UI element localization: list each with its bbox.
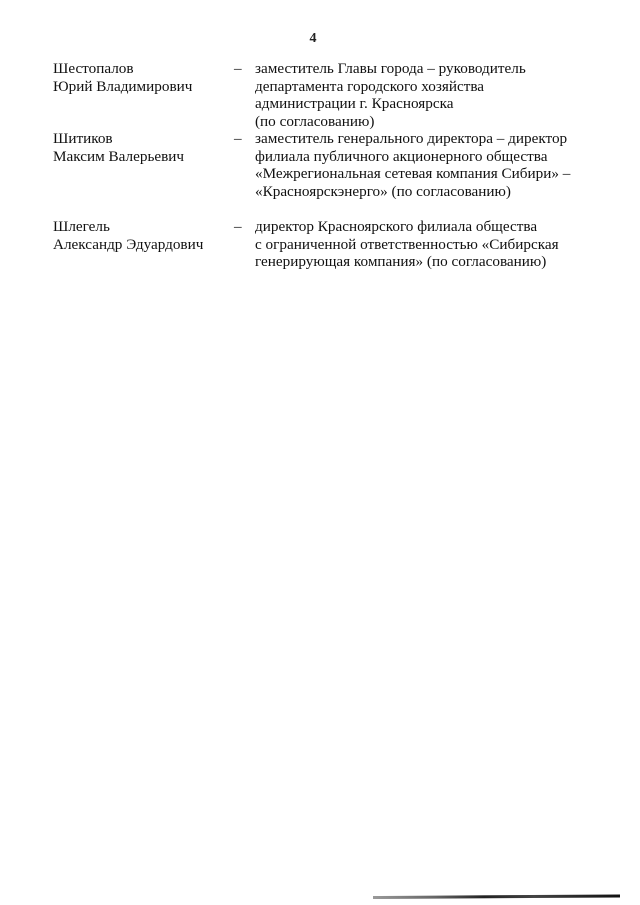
page-number: 4 — [309, 31, 317, 46]
member-name — [53, 218, 233, 253]
member-role — [255, 130, 615, 200]
dash-separator: – — [234, 60, 242, 77]
member-surname: Шитиков — [53, 130, 113, 147]
member-name — [53, 60, 233, 95]
role-line: с ограниченной ответственностью «Сибирская — [255, 235, 559, 253]
member-given-names: Юрий Владимирович — [53, 77, 193, 95]
role-line: администрации г. Красноярска — [255, 95, 454, 113]
role-line: департамента городского хозяйства — [255, 77, 485, 95]
member-given-names: Александр Эдуардович — [53, 235, 204, 253]
role-line: филиала публичного акционерного общества — [255, 147, 548, 165]
role-line: генерирующая компания» (по согласованию) — [255, 253, 547, 271]
role-line: заместитель генерального директора – директор — [255, 130, 568, 147]
member-role — [255, 218, 615, 271]
role-line: директор Красноярского филиала общества — [255, 218, 538, 235]
role-line: заместитель Главы города – руководитель — [255, 60, 526, 77]
member-name — [53, 130, 233, 165]
member-given-names: Максим Валерьевич — [53, 147, 185, 165]
member-surname: Шлегель — [53, 218, 110, 235]
member-role — [255, 60, 615, 130]
role-line: «Межрегиональная сетевая компания Сибири» – — [255, 165, 571, 183]
role-line: (по согласованию) — [255, 112, 375, 130]
bottom-scan-line — [373, 894, 620, 899]
dash-separator: – — [234, 130, 242, 147]
dash-separator: – — [234, 218, 242, 235]
role-line: «Красноярскэнерго» (по согласованию) — [255, 182, 511, 200]
member-surname: Шестопалов — [53, 60, 134, 77]
